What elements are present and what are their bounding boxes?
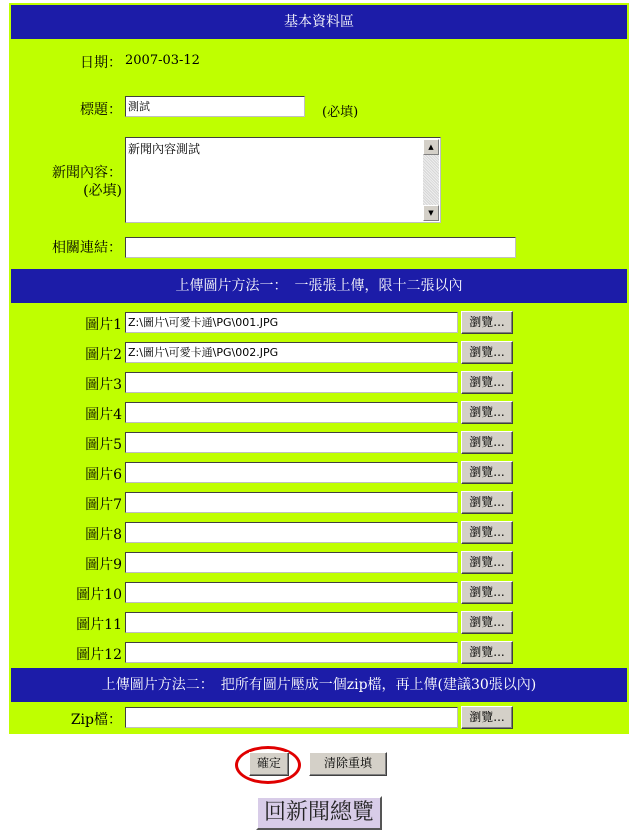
reset-button[interactable]: 清除重填: [309, 752, 387, 776]
image-label-5: 圖片5: [85, 437, 122, 453]
content-textarea[interactable]: [125, 137, 441, 223]
image-browse-button-12[interactable]: 瀏覽...: [461, 641, 513, 664]
content-scrollbar[interactable]: [423, 139, 439, 221]
content-required-note: (必填): [83, 183, 122, 199]
image-label-8: 圖片8: [85, 527, 122, 543]
image-browse-button-9[interactable]: 瀏覽...: [461, 551, 513, 574]
image-browse-button-4[interactable]: 瀏覽...: [461, 401, 513, 424]
image-label-7: 圖片7: [85, 497, 122, 513]
link-label: 相關連結：: [52, 240, 122, 256]
image-label-10: 圖片10: [76, 587, 122, 603]
image-file-input-2[interactable]: Z:\圖片\可愛卡通\PG\002.JPG: [125, 342, 458, 363]
image-label-2: 圖片2: [85, 347, 122, 363]
image-browse-button-11[interactable]: 瀏覽...: [461, 611, 513, 634]
image-label-6: 圖片6: [85, 467, 122, 483]
link-input[interactable]: [125, 237, 516, 258]
zip-browse-button[interactable]: 瀏覽...: [461, 706, 513, 729]
image-label-4: 圖片4: [85, 407, 122, 423]
image-label-1: 圖片1: [85, 317, 122, 333]
section-header-method2: 上傳圖片方法二： 把所有圖片壓成一個zip檔，再上傳(建議30張以內): [11, 668, 627, 702]
back-to-news-list-button[interactable]: 回新聞總覽: [256, 796, 382, 830]
date-label: 日期：: [80, 55, 122, 71]
image-browse-button-6[interactable]: 瀏覽...: [461, 461, 513, 484]
image-file-input-8[interactable]: [125, 522, 458, 543]
image-browse-button-2[interactable]: 瀏覽...: [461, 341, 513, 364]
image-file-input-11[interactable]: [125, 612, 458, 633]
confirm-button[interactable]: 確定: [249, 752, 289, 776]
date-value: 2007-03-12: [125, 53, 200, 68]
image-browse-button-3[interactable]: 瀏覽...: [461, 371, 513, 394]
image-file-input-6[interactable]: [125, 462, 458, 483]
content-label: 新聞內容：: [52, 165, 122, 181]
image-label-11: 圖片11: [76, 617, 122, 633]
image-browse-button-5[interactable]: 瀏覽...: [461, 431, 513, 454]
scroll-up-icon[interactable]: ▲: [423, 139, 439, 155]
section-header-basic: 基本資料區: [11, 5, 627, 39]
image-label-9: 圖片9: [85, 557, 122, 573]
image-browse-button-7[interactable]: 瀏覽...: [461, 491, 513, 514]
image-browse-button-8[interactable]: 瀏覽...: [461, 521, 513, 544]
image-file-input-12[interactable]: [125, 642, 458, 663]
title-label: 標題：: [80, 102, 122, 118]
image-file-input-10[interactable]: [125, 582, 458, 603]
image-label-12: 圖片12: [76, 647, 122, 663]
content-text: 新聞內容測試: [128, 142, 201, 156]
image-file-input-1[interactable]: Z:\圖片\可愛卡通\PG\001.JPG: [125, 312, 458, 333]
image-file-input-4[interactable]: [125, 402, 458, 423]
image-browse-button-10[interactable]: 瀏覽...: [461, 581, 513, 604]
image-file-input-9[interactable]: [125, 552, 458, 573]
image-file-input-7[interactable]: [125, 492, 458, 513]
section-header-method1: 上傳圖片方法一： 一張張上傳，限十二張以內: [11, 269, 627, 303]
zip-input[interactable]: [125, 707, 458, 728]
scroll-down-icon[interactable]: ▼: [423, 205, 439, 221]
news-form: [9, 3, 629, 734]
image-browse-button-1[interactable]: 瀏覽...: [461, 311, 513, 334]
title-input[interactable]: 測試: [125, 96, 305, 117]
image-file-input-5[interactable]: [125, 432, 458, 453]
image-label-3: 圖片3: [85, 377, 122, 393]
zip-label: Zip檔：: [70, 712, 122, 728]
title-required-note: (必填): [322, 105, 359, 120]
image-file-input-3[interactable]: [125, 372, 458, 393]
